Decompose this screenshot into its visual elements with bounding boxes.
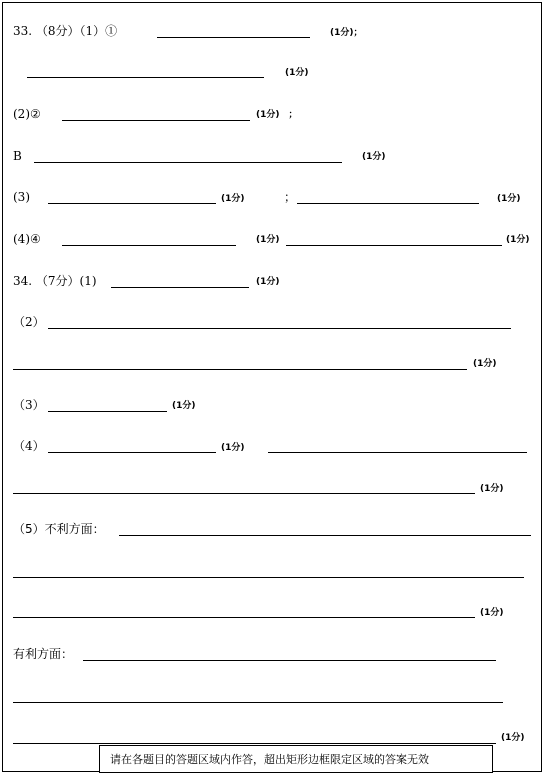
q34-4-label: （4） [13,439,45,453]
q34-2-blank-a[interactable] [48,328,511,329]
q34-5-advantage-blank-b[interactable] [13,702,503,703]
q34-heading: 34. （7分）(1) [13,274,97,288]
q33-3-points-a: (1分) [221,194,245,204]
q33-3-blank-b[interactable] [297,203,479,204]
q34-3-points: (1分) [172,401,196,411]
q34-4-points-b: (1分) [480,484,504,494]
q34-3-blank[interactable] [48,411,167,412]
q34-5-disadvantage-blank-b[interactable] [13,577,524,578]
q33-1-2-blank[interactable] [27,77,264,78]
q34-4-blank-c[interactable] [13,493,475,494]
q33-2-blank[interactable] [62,120,250,121]
q34-4-blank-b[interactable] [268,452,527,453]
q34-2-points: (1分) [473,359,497,369]
q33-4-blank-b[interactable] [286,245,502,246]
q34-5-disadvantage-label: （5）不利方面： [13,522,105,536]
q34-5-disadvantage-blank-c[interactable] [13,617,475,618]
q33-b-blank[interactable] [34,162,342,163]
q34-4-points-a: (1分) [221,443,245,453]
q33-3-label: (3) [13,190,30,204]
q33-b-label: B [13,149,22,163]
q33-4-label: (4)④ [13,232,41,246]
q34-3-label: （3） [13,398,45,412]
q33-heading: 33. （8分）（1）① [13,24,118,38]
q33-2-label: (2)② [13,107,41,121]
q33-2-points: (1分) ； [256,110,298,120]
q33-1-1-points: (1分)； [330,28,363,38]
q34-5-advantage-blank-a[interactable] [83,660,496,661]
q33-1-1-blank[interactable] [157,37,310,38]
q34-5-disadvantage-blank-a[interactable] [119,535,531,536]
q33-4-points-a: (1分) [256,235,280,245]
q34-2-blank-b[interactable] [13,369,467,370]
q33-4-points-b: (1分) [506,235,530,245]
q34-5-advantage-label: 有利方面： [13,647,74,661]
q33-3-blank-a[interactable] [48,203,216,204]
q33-3-separator: ； [284,190,297,204]
q34-5-advantage-blank-c[interactable] [13,743,496,744]
notice-text: 请在各题目的答题区域内作答，超出矩形边框限定区域的答案无效 [110,753,429,766]
q33-b-points: (1分) [362,152,386,162]
q34-1-points: (1分) [256,277,280,287]
q34-5-disadvantage-points: (1分) [480,608,504,618]
q33-4-blank-a[interactable] [62,245,236,246]
q34-5-advantage-points: (1分) [501,733,525,743]
q33-1-2-points: (1分) [285,68,309,78]
q33-3-points-b: (1分) [497,194,521,204]
answer-area-notice [99,745,493,773]
q34-4-blank-a[interactable] [48,452,216,453]
q34-2-label: （2） [13,315,45,329]
q34-1-blank[interactable] [111,287,249,288]
